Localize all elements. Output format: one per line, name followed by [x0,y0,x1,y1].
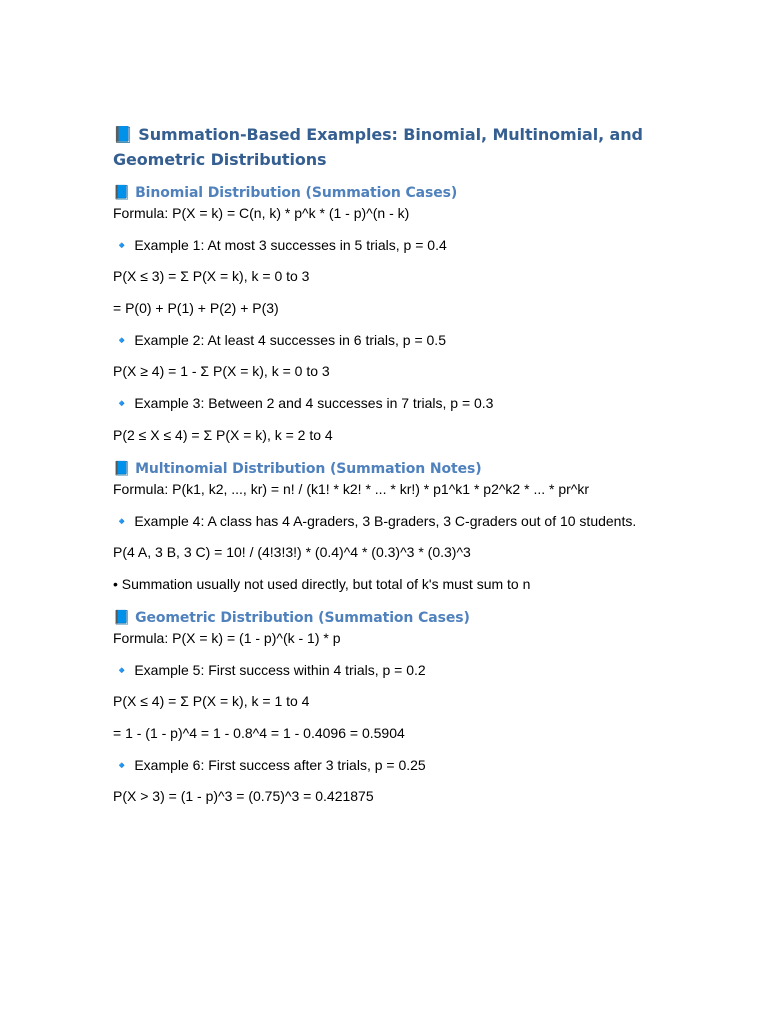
section-binomial [113,184,653,443]
section-geometric [113,609,653,804]
example-5-result: = 1 - (1 - p)^4 = 1 - 0.8^4 = 1 - 0.4096 = 0.5904 [113,724,405,741]
example-1-sum: P(X ≤ 3) = Σ P(X = k), k = 0 to 3 [113,268,310,285]
example-2-title: 🔹 Example 2: At least 4 successes in 6 trials, p = 0.5 [113,331,446,348]
example-2-sum: P(X ≥ 4) = 1 - Σ P(X = k), k = 0 to 3 [113,363,330,380]
multinomial-formula: Formula: P(k1, k2, ..., kr) = n! / (k1! * k2! * ... * kr!) * p1^k1 * p2^k2 * ... * pr^kr [113,480,590,497]
example-1-title: 🔹 Example 1: At most 3 successes in 5 trials, p = 0.4 [113,236,447,253]
example-4-title: 🔹 Example 4: A class has 4 A-graders, 3 B-graders, 3 C-graders out of 10 students. [113,512,637,529]
binomial-formula: Formula: P(X = k) = C(n, k) * p^k * (1 - p)^(n - k) [113,205,410,221]
document-title: 📘 Summation-Based Examples: Binomial, Multinomial, and Geometric Distributions [113,125,643,169]
geometric-formula: Formula: P(X = k) = (1 - p)^(k - 1) * p [113,629,341,646]
example-5-sum: P(X ≤ 4) = Σ P(X = k), k = 1 to 4 [113,693,310,710]
example-5-title: 🔹 Example 5: First success within 4 trials, p = 0.2 [113,661,426,678]
section-heading-multinomial: 📘 Multinomial Distribution (Summation Notes) [113,460,482,477]
example-4-computation: P(4 A, 3 B, 3 C) = 10! / (4!3!3!) * (0.4)^4 * (0.3)^3 * (0.3)^3 [113,544,471,561]
multinomial-note: • Summation usually not used directly, but total of k's must sum to n [113,575,531,592]
example-6-title: 🔹 Example 6: First success after 3 trials, p = 0.25 [113,756,426,773]
example-3-title: 🔹 Example 3: Between 2 and 4 successes in 7 trials, p = 0.3 [113,395,494,412]
document-body [113,122,653,820]
example-1-expansion: = P(0) + P(1) + P(2) + P(3) [113,300,279,317]
example-6-result: P(X > 3) = (1 - p)^3 = (0.75)^3 = 0.421875 [113,788,374,805]
example-3-sum: P(2 ≤ X ≤ 4) = Σ P(X = k), k = 2 to 4 [113,426,333,443]
section-multinomial [113,460,653,592]
section-heading-binomial: 📘 Binomial Distribution (Summation Cases) [113,185,458,201]
section-heading-geometric: 📘 Geometric Distribution (Summation Cases) [113,609,470,626]
